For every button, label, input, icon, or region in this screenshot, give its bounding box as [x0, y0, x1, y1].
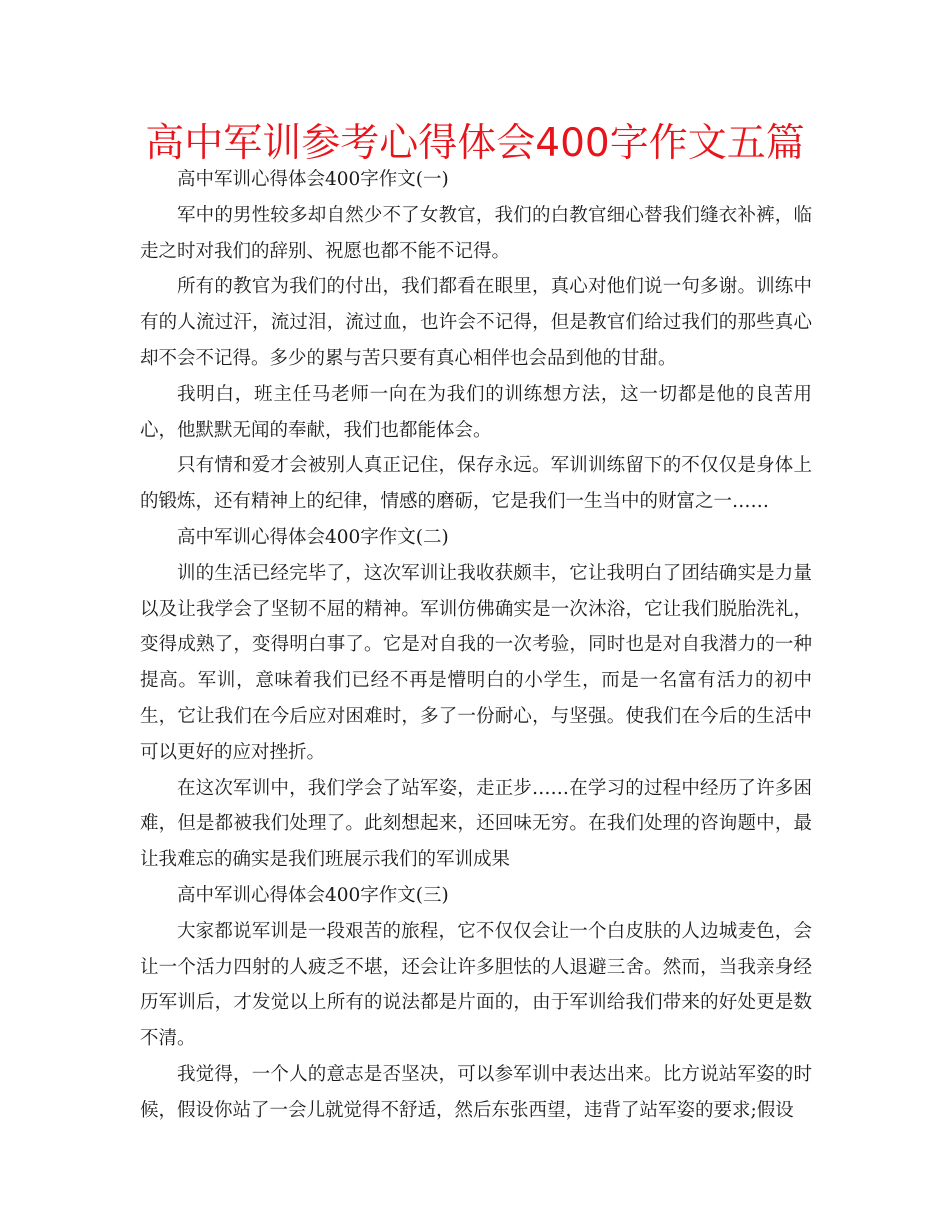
paragraph: 训的生活已经完毕了，这次军训让我收获颇丰，它让我明白了团结确实是力量以及让我学会了坚韧不屈的精神。军训仿佛确实是一次沐浴，它让我们脱胎洗礼，变得成熟了，变得明白事了。它是对自我的一次考验，同时也是对自我潜力的一种提高。军训，意味着我们已经不再是懵明白的小学生，而是一名富有活力的初中生，它让我们在今后应对困难时，多了一份耐心，与坚强。使我们在今后的生活中可以更好的应对挫折。	[140, 562, 812, 763]
paragraph: 我觉得，一个人的意志是否坚决，可以参军训中表达出来。比方说站军姿的时候，假设你站了一会儿就觉得不舒适，然后东张西望，违背了站军姿的要求;假设	[140, 1063, 812, 1121]
document-body	[140, 162, 812, 1129]
paragraph: 只有情和爱才会被别人真正记住，保存永远。军训训练留下的不仅仅是身体上的锻炼，还有精神上的纪律，情感的磨砺，它是我们一生当中的财富之一……	[140, 455, 812, 513]
paragraph: 所有的教官为我们的付出，我们都看在眼里，真心对他们说一句多谢。训练中有的人流过汗，流过泪，流过血，也许会不记得，但是教官们给过我们的那些真心却不会不记得。多少的累与苦只要有真心相伴也会品到他的甘甜。	[140, 276, 812, 369]
paragraph: 我明白，班主任马老师一向在为我们的训练想方法，这一切都是他的良苦用心，他默默无闻的奉献，我们也都能体会。	[140, 383, 812, 441]
section-heading-2: 高中军训心得体会400字作文(二)	[177, 526, 449, 548]
section-heading-1: 高中军训心得体会400字作文(一)	[177, 169, 449, 190]
paragraph: 军中的男性较多却自然少不了女教官，我们的白教官细心替我们缝衣补裤，临走之时对我们的辞别、祝愿也都不能不记得。	[140, 204, 812, 262]
document-title: 高中军训参考心得体会400字作文五篇	[145, 121, 805, 166]
paragraph: 在这次军训中，我们学会了站军姿，走正步……在学习的过程中经历了许多困难，但是都被我们处理了。此刻想起来，还回味无穷。在我们处理的咨询题中，最让我难忘的确实是我们班展示我们的军训成果	[140, 777, 812, 871]
section-heading-3: 高中军训心得体会400字作文(三)	[177, 884, 449, 906]
paragraph: 大家都说军训是一段艰苦的旅程，它不仅仅会让一个白皮肤的人边城麦色，会让一个活力四射的人疲乏不堪，还会让许多胆怯的人退避三舍。然而，当我亲身经历军训后，才发觉以上所有的说法都是片面的，由于军训给我们带来的好处更是数不清。	[140, 920, 812, 1050]
